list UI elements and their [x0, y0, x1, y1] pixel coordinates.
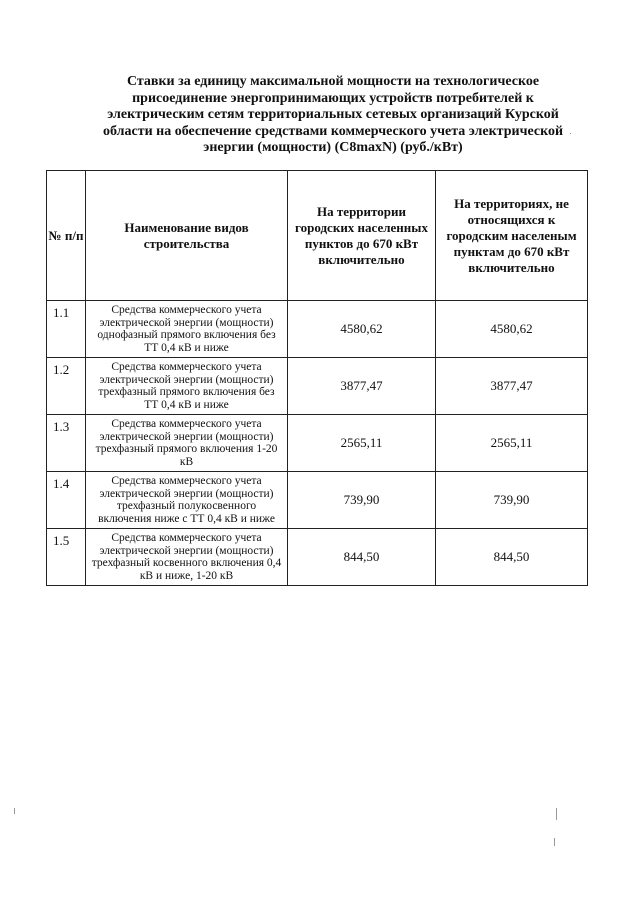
row-number: 1.4 [47, 472, 86, 529]
scan-speck [554, 838, 555, 846]
table-row [47, 529, 588, 586]
table-row [47, 301, 588, 358]
row-name: Средства коммерческого учета электрической энергии (мощности) трехфазный прямого включения 1-20 кВ [86, 415, 288, 472]
table-row [47, 415, 588, 472]
table-row [47, 358, 588, 415]
row-name: Средства коммерческого учета электрической энергии (мощности) трехфазный прямого включения без ТТ 0,4 кВ и ниже [86, 358, 288, 415]
header-num: № п/п [47, 171, 86, 301]
row-urban-value: 2565,11 [288, 415, 436, 472]
row-rural-value: 844,50 [436, 529, 588, 586]
scan-speck [14, 808, 15, 814]
row-number: 1.2 [47, 358, 86, 415]
row-rural-value: 2565,11 [436, 415, 588, 472]
row-name: Средства коммерческого учета электрической энергии (мощности) трехфазный косвенного включения 0,4 кВ и ниже, 1-20 кВ [86, 529, 288, 586]
scan-speck [570, 133, 571, 134]
row-urban-value: 3877,47 [288, 358, 436, 415]
row-urban-value: 844,50 [288, 529, 436, 586]
row-name: Средства коммерческого учета электрической энергии (мощности) однофазный прямого включения без ТТ 0,4 кВ и ниже [86, 301, 288, 358]
document-title: Ставки за единицу максимальной мощности на технологическое присоединение энергопринимающих устройств потребителей к электрическим сетям территориальных сетевых организаций Курской области на обеспечение средствами коммерческого учета электрической энергии (мощности) (C8maxN) (руб./кВт) [102, 74, 564, 155]
row-rural-value: 3877,47 [436, 358, 588, 415]
row-number: 1.5 [47, 529, 86, 586]
header-rural: На территориях, не относящихся к городским населеным пунктам до 670 кВт включительно [436, 171, 588, 301]
row-name: Средства коммерческого учета электрической энергии (мощности) трехфазный полукосвенного включения ниже с ТТ 0,4 кВ и ниже [86, 472, 288, 529]
table-header-row [47, 171, 588, 301]
header-name: Наименование видов строительства [86, 171, 288, 301]
row-urban-value: 739,90 [288, 472, 436, 529]
row-rural-value: 739,90 [436, 472, 588, 529]
header-urban: На территории городских населенных пунктов до 670 кВт включительно [288, 171, 436, 301]
scan-speck [556, 808, 557, 820]
row-urban-value: 4580,62 [288, 301, 436, 358]
row-rural-value: 4580,62 [436, 301, 588, 358]
row-number: 1.1 [47, 301, 86, 358]
row-number: 1.3 [47, 415, 86, 472]
table-row [47, 472, 588, 529]
rates-table [46, 170, 588, 586]
